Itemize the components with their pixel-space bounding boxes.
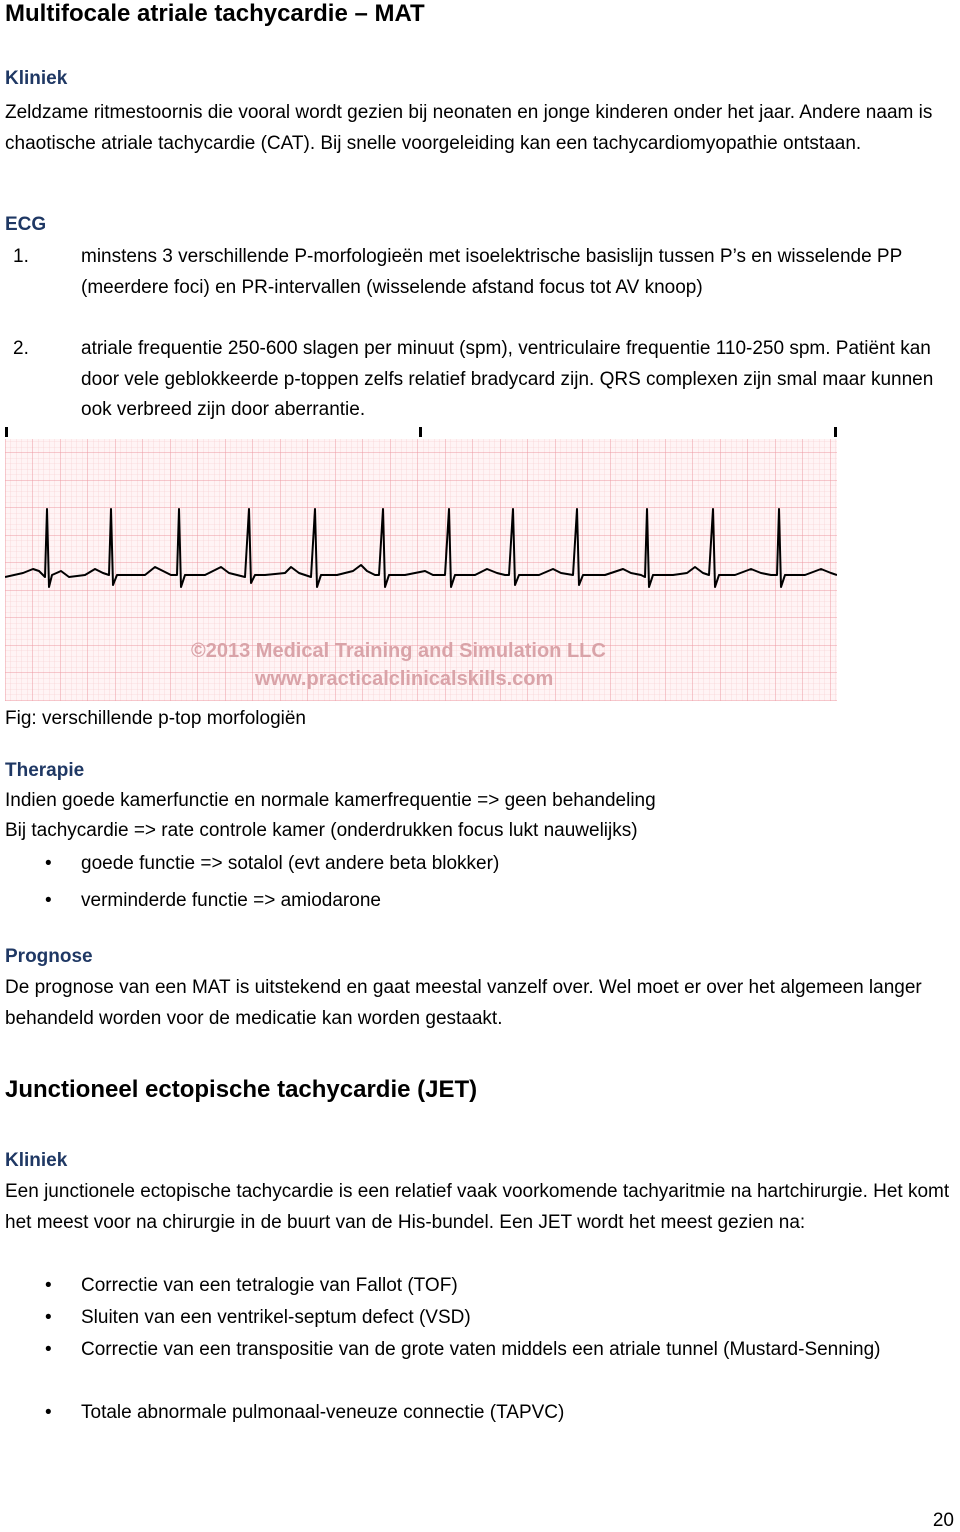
list-number: 2.: [13, 338, 29, 359]
kliniek-heading: Kliniek: [5, 68, 68, 89]
page-number: 20: [932, 1510, 954, 1531]
jet-bullet-item: [5, 1302, 955, 1333]
bullet-text: Sluiten van een ventrikel-septum defect (VSD): [81, 1307, 471, 1328]
ecg-watermark-line1: ©2013 Medical Training and Simulation LLC: [191, 640, 606, 662]
bullet-glyph: •: [45, 1275, 52, 1296]
bullet-glyph: •: [45, 890, 52, 911]
bullet-glyph: •: [45, 1402, 52, 1423]
jet-bullet-item: [5, 1334, 955, 1365]
therapie-bullet-item: [5, 885, 955, 916]
jet-bullet-item: [5, 1397, 955, 1428]
prognose-heading: Prognose: [5, 946, 93, 967]
list-text: minstens 3 verschillende P-morfologieën met isoelektrische basislijn tussen P’s en wisselende PP (meerdere foci) en PR-intervallen (wisselende afstand focus tot AV knoop): [81, 246, 902, 298]
ecg-list-item: [5, 242, 955, 303]
ecg-strip-image: [5, 425, 837, 701]
bullet-text: Totale abnormale pulmonaal-veneuze connectie (TAPVC): [81, 1402, 565, 1423]
prognose-text: De prognose van een MAT is uitstekend en gaat meestal vanzelf over. Wel moet er over het algemeen langer behandeld worden voor de medicatie kan worden gestaakt.: [5, 977, 922, 1029]
kliniek-text: Zeldzame ritmestoornis die vooral wordt gezien bij neonaten en jonge kinderen onder het jaar. Andere naam is chaotische atriale tachycardie (CAT). Bij snelle voorgeleiding kan een tachycardiomyopathie ontstaan.: [5, 102, 933, 154]
therapie-line-2: Bij tachycardie => rate controle kamer (onderdrukken focus lukt nauwelijks): [5, 820, 638, 841]
ecg-watermark-line2: www.practicalclinicalskills.com: [255, 668, 554, 690]
kliniek-heading-jet: Kliniek: [5, 1150, 68, 1171]
kliniek-text-jet: Een junctionele ectopische tachycardie is een relatief vaak voorkomende tachyaritmie na hartchirurgie. Het komt het meest voor na chirurgie in de buurt van de His-bundel. Een JET wordt het meest gezien na:: [5, 1181, 950, 1233]
bullet-glyph: •: [45, 1307, 52, 1328]
therapie-heading: Therapie: [5, 760, 85, 781]
list-text: atriale frequentie 250-600 slagen per minuut (spm), ventriculaire frequentie 110-250 spm. Patiënt kan door vele geblokkeerde p-toppen zelfs relatief bradycard zijn. QRS complexen zijn smal maar kunnen ook verbreed zijn door aberrantie.: [81, 338, 934, 420]
ecg-list-item: [5, 334, 955, 426]
bullet-text: Correctie van een tetralogie van Fallot (TOF): [81, 1275, 458, 1296]
mat-title: Multifocale atriale tachycardie – MAT: [5, 0, 425, 27]
ecg-heading: ECG: [5, 214, 47, 235]
bullet-text: goede functie => sotalol (evt andere beta blokker): [81, 853, 500, 874]
list-number: 1.: [13, 246, 29, 267]
jet-title: Junctioneel ectopische tachycardie (JET): [5, 1076, 478, 1103]
therapie-line-1: Indien goede kamerfunctie en normale kamerfrequentie => geen behandeling: [5, 790, 656, 811]
jet-bullet-item: [5, 1270, 955, 1301]
figure-caption: Fig: verschillende p-top morfologiën: [5, 708, 306, 729]
therapie-bullet-item: [5, 848, 955, 879]
bullet-text: Correctie van een transpositie van de grote vaten middels een atriale tunnel (Mustard-Senning): [81, 1339, 881, 1360]
bullet-glyph: •: [45, 1339, 52, 1360]
bullet-glyph: •: [45, 853, 52, 874]
bullet-text: verminderde functie => amiodarone: [81, 890, 381, 911]
